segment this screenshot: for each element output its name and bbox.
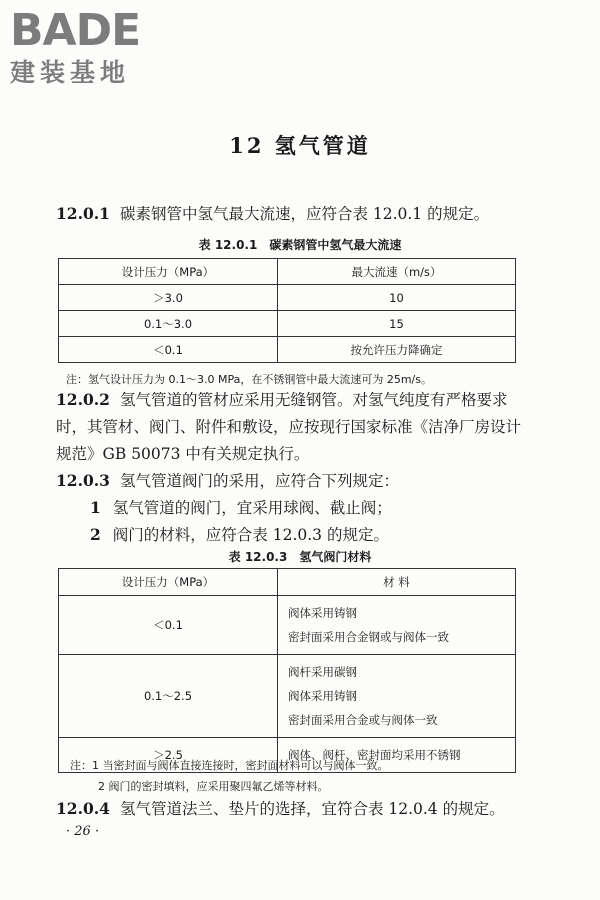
page-number: · 26 ·: [66, 824, 100, 839]
clause-number: 12.0.3: [56, 471, 110, 490]
table1-title: 碳素钢管中氢气最大流速: [269, 238, 402, 252]
chapter-title: 12 氢气管道: [229, 133, 371, 158]
item-text: 阀门的材料，应符合表 12.0.3 的规定。: [112, 526, 389, 544]
clause-number: 12.0.2: [56, 390, 110, 409]
table-row: [59, 285, 516, 311]
item-text: 氢气管道的阀门，宜采用球阀、截止阀；: [112, 499, 392, 517]
table-cell: ＜0.1: [59, 337, 278, 363]
table-cell: ＞3.0: [59, 285, 278, 311]
table-cell: ＞2.5: [59, 738, 278, 773]
table-header-row: [59, 259, 516, 285]
table1-label: 表 12.0.1: [198, 238, 258, 252]
logo: [10, 6, 140, 88]
table-header: 材 料: [278, 569, 516, 596]
table-row: [59, 596, 516, 655]
table-cell: 10: [278, 285, 516, 311]
clause-text: 碳素钢管中氢气最大流速，应符合表 12.0.1 的规定。: [119, 205, 490, 223]
logo-mark: BADE: [10, 5, 141, 56]
material-line: 密封面采用合金或与阀体一致: [288, 713, 438, 727]
table-row: [59, 655, 516, 738]
table-cell: 15: [278, 311, 516, 337]
table1-note: 注：氢气设计压力为 0.1～3.0 MPa，在不锈钢管中最大流速可为 25m/s。: [66, 373, 432, 386]
table-header: 设计压力（MPa）: [59, 259, 278, 285]
table-row: [59, 311, 516, 337]
table-cell: [278, 596, 516, 655]
clause-text: 氢气管道的管材应采用无缝钢管。对氢气纯度有严格要求时，其管材、阀门、附件和敷设，应按现行国家标准《洁净厂房设计规范》GB 50073 中有关规定执行。: [56, 391, 522, 463]
table1-caption: [0, 236, 600, 253]
table2-label: 表 12.0.3: [228, 550, 288, 564]
table-cell: 按允许压力降确定: [278, 337, 516, 363]
clause-number: 12.0.4: [56, 799, 110, 818]
clause-12-0-1: [56, 200, 526, 228]
clause-12-0-3: [56, 467, 526, 495]
table-max-flow-velocity: [58, 258, 516, 363]
table-cell: ＜0.1: [59, 596, 278, 655]
table-header: 最大流速（m/s）: [278, 259, 516, 285]
list-item: [90, 494, 520, 522]
material-line: 密封面采用合金钢或与阀体一致: [288, 630, 449, 644]
table-cell: [278, 655, 516, 738]
clause-number: 12.0.1: [56, 204, 110, 223]
material-line: 阀体采用铸钢: [288, 689, 357, 703]
table-header-row: [59, 569, 516, 596]
item-number: 1: [90, 498, 101, 517]
clause-12-0-4: [56, 795, 526, 823]
clause-text: 氢气管道法兰、垫片的选择，宜符合表 12.0.4 的规定。: [119, 800, 505, 818]
table-cell: 0.1～3.0: [59, 311, 278, 337]
material-line: 阀体采用铸钢: [288, 606, 357, 620]
table2-note-2: 2 阀门的密封填料，应采用聚四氟乙烯等材料。: [98, 780, 329, 793]
table-valve-materials: [58, 568, 516, 773]
clause-text: 氢气管道阀门的采用，应符合下列规定：: [119, 472, 399, 490]
table-row: [59, 337, 516, 363]
table-cell: 0.1～2.5: [59, 655, 278, 738]
item-number: 2: [90, 525, 101, 544]
material-line: 阀杆采用碳钢: [288, 665, 357, 679]
clause-12-0-2: [56, 386, 526, 468]
table2-note-1: 注：1 当密封面与阀体直接连接时，密封面材料可以与阀体一致。: [70, 759, 389, 772]
table2-title: 氢气阀门材料: [299, 550, 372, 564]
material-line: 阀体、阀杆、密封面均采用不锈钢: [288, 748, 461, 762]
table2-caption: [0, 548, 600, 565]
table-header: 设计压力（MPa）: [59, 569, 278, 596]
list-item: [90, 521, 520, 549]
logo-subtitle: 建装基地: [10, 58, 131, 87]
